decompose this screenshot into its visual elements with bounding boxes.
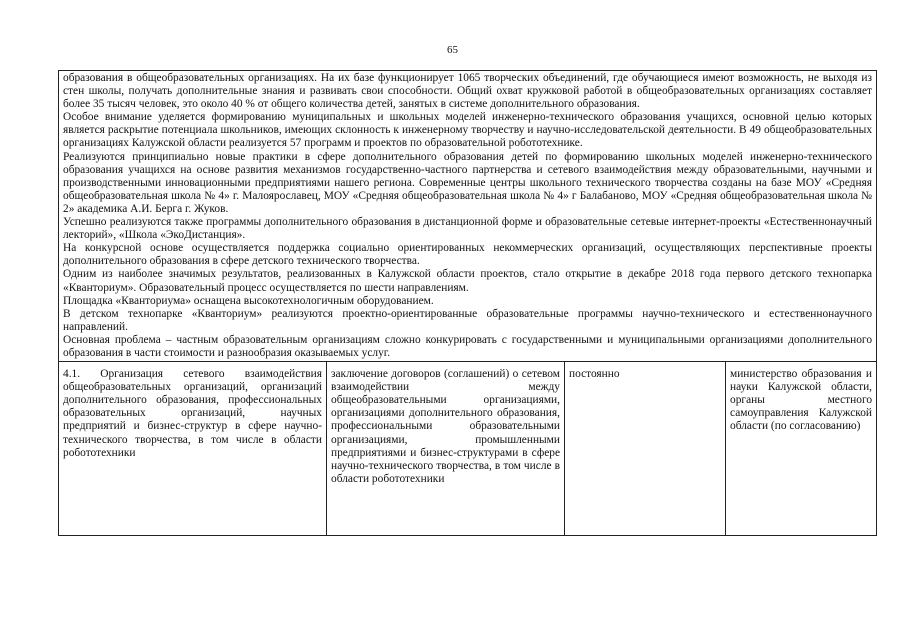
- page-number: 65: [447, 44, 458, 56]
- responsible-text: министерство образования и науки Калужской области, органы местного самоуправления Калужской области (по согласованию): [730, 368, 873, 433]
- measure-cell: [59, 362, 327, 536]
- intro-paragraph: Успешно реализуются также программы дополнительного образования в дистанционной форме и образовательные сетевые интернет-проекты «Естественнонаучный лекторий», «Школа «ЭкоДистанция».: [63, 216, 873, 242]
- deadline-cell: [565, 362, 726, 536]
- mechanism-cell: [327, 362, 565, 536]
- intro-paragraph: Одним из наиболее значимых результатов, реализованных в Калужской области проектов, стало открытие в декабре 2018 года первого детского технопарка «Кванториум». Образовательный процесс осуществляется по шести направлениям.: [63, 268, 873, 294]
- intro-paragraph: В детском технопарке «Кванториум» реализуются проектно-ориентированные образовательные программы научно-технического и естественнонаучного направлений.: [63, 307, 873, 333]
- intro-paragraph: Основная проблема – частным образовательным организациям сложно конкурировать с государственными и муниципальными организациями дополнительного образования в части стоимости и разнообразия оказываемых услуг.: [63, 333, 873, 359]
- intro-paragraph: образования в общеобразовательных организациях. На их базе функционирует 1065 творческих объединений, где обучающиеся имеют возможность, не выходя из стен школы, получать дополнительные знания и развивать свои способности. Общий охват кружковой работой в общеобразовательных организациях составляет более 35 тысяч человек, это около 40 % от общего количества детей, занятых в системе дополнительного образования.: [63, 72, 873, 111]
- plan-table: [58, 70, 877, 536]
- intro-paragraph: Особое внимание уделяется формированию муниципальных и школьных моделей инженерно-технического образования учащихся, основной целью которых является раскрытие потенциала школьников, имеющих склонность к инженерному творчеству и научно-исследовательской деятельности. В 49 общеобразовательных организациях Калужской области реализуется 57 программ и проектов по образовательной робототехнике.: [63, 111, 873, 150]
- intro-paragraph: Площадка «Кванториума» оснащена высокотехнологичным оборудованием.: [63, 294, 434, 307]
- measure-text: 4.1. Организация сетевого взаимодействия общеобразовательных организаций, организаций дополнительного образования, профессиональных образовательных организаций, научных предприятий и бизнес-структур в сфере научно-технического творчества, в том числе в области робототехники: [63, 368, 322, 459]
- mechanism-text: заключение договоров (соглашений) о сетевом взаимодействии между общеобразовательными организациями, организациями дополнительного образования, профессиональными образовательными организациями, промышленными предприятиями и бизнес-структурами в сфере научно-технического творчества, в том числе в области робототехники: [331, 368, 560, 485]
- table-row: [59, 362, 877, 536]
- intro-paragraph: Реализуются принципиально новые практики в сфере дополнительного образования детей по формированию школьных моделей инженерно-технического образования учащихся на основе развития механизмов государственно-частного партнерства и сетевого взаимодействия между образовательными, научными и производственными инновационными предприятиями нашего региона. Современные центры школьного технического творчества созданы на базе МОУ «Средняя общеобразовательная школа № 4» г. Малоярославец, МОУ «Средняя общеобразовательная школа № 4» г Балабаново, МОУ «Средняя общеобразовательная школа № 2» академика А.И. Берга г. Жуков.: [63, 150, 873, 215]
- responsible-cell: [726, 362, 877, 536]
- intro-cell: [59, 71, 877, 362]
- intro-paragraph: На конкурсной основе осуществляется поддержка социально ориентированных некоммерческих организаций, осуществляющих перспективные проекты дополнительного образования в сфере детского технического творчества.: [63, 242, 873, 268]
- deadline-text: постоянно: [569, 368, 620, 381]
- intro-row: [59, 71, 877, 362]
